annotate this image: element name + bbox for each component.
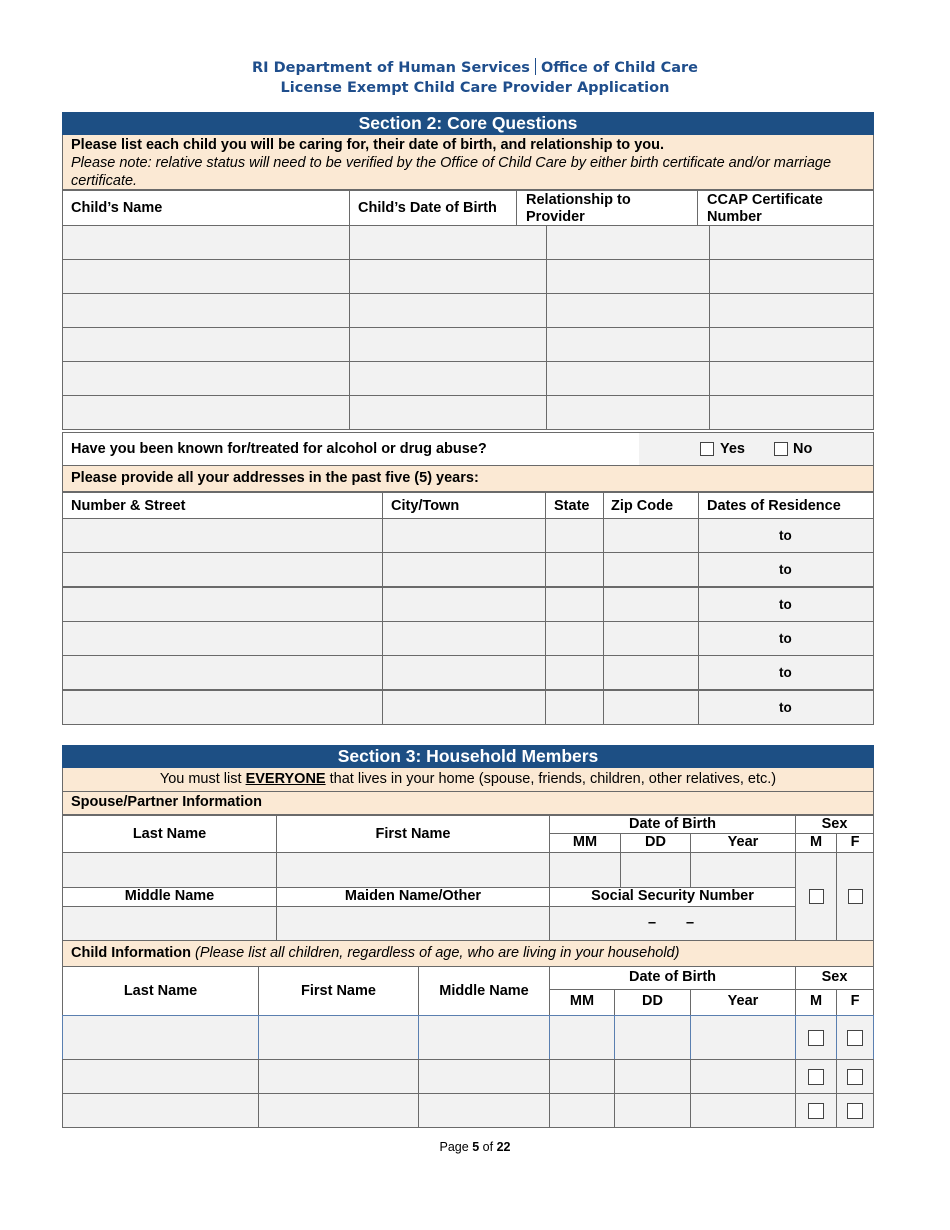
child-dob-input[interactable]	[349, 293, 547, 328]
state-input[interactable]	[545, 690, 604, 725]
spouse-col-dob	[549, 815, 796, 834]
child-dob-year-input[interactable]	[690, 1015, 796, 1060]
child-dob-year-input[interactable]	[690, 1059, 796, 1094]
col-state	[545, 492, 604, 519]
to-label: to	[779, 562, 792, 578]
child-dob-mm-input[interactable]	[549, 1059, 615, 1094]
spouse-col-middle	[62, 887, 277, 907]
page-header	[0, 58, 950, 76]
child-col-mm	[549, 989, 615, 1016]
child-name-input[interactable]	[62, 361, 350, 396]
zip-input[interactable]	[603, 587, 699, 622]
spouse-col-sex	[795, 815, 874, 834]
col-label: Dates of Residence	[707, 498, 841, 514]
spouse-dob-mm-input[interactable]	[549, 852, 621, 888]
relationship-input[interactable]	[546, 259, 710, 294]
col-label: Date of Birth	[629, 969, 716, 985]
ccap-number-input[interactable]	[709, 293, 874, 328]
to-label: to	[779, 630, 792, 646]
relationship-input[interactable]	[546, 225, 710, 260]
col-relationship	[516, 190, 698, 226]
child-col-first	[258, 966, 419, 1016]
child-dob-input[interactable]	[349, 225, 547, 260]
spouse-title: Spouse/Partner Information	[71, 794, 262, 810]
form-subtitle: License Exempt Child Care Provider Application	[280, 80, 670, 96]
child-name-input[interactable]	[62, 225, 350, 260]
col-label: Middle Name	[439, 983, 529, 999]
spouse-ssn-input[interactable]	[549, 906, 796, 941]
street-input[interactable]	[62, 518, 383, 553]
child-middle-name-input[interactable]	[418, 1093, 550, 1128]
spouse-col-m	[795, 833, 837, 853]
child-dob-dd-input[interactable]	[614, 1015, 691, 1060]
spouse-col-maiden	[276, 887, 550, 907]
col-child-dob	[349, 190, 517, 226]
spouse-col-f	[836, 833, 874, 853]
spouse-dob-year-input[interactable]	[690, 852, 796, 888]
child-info-note: (Please list all children, regardless of age, who are living in your household)	[195, 945, 680, 961]
dept-name: RI Department of Human Services	[252, 60, 530, 76]
page-word: Page	[439, 1140, 469, 1154]
child-col-m	[795, 989, 837, 1016]
col-label: DD	[645, 834, 666, 850]
state-input[interactable]	[545, 587, 604, 622]
child-dob-mm-input[interactable]	[549, 1093, 615, 1128]
col-label: Child’s Name	[71, 200, 163, 216]
residence-dates-input[interactable]	[698, 518, 874, 553]
child-sex-m-checkbox[interactable]	[808, 1069, 824, 1085]
ccap-number-input[interactable]	[709, 259, 874, 294]
zip-input[interactable]	[603, 690, 699, 725]
col-label: F	[850, 834, 860, 850]
child-middle-name-input[interactable]	[418, 1059, 550, 1094]
residence-dates-input[interactable]	[698, 587, 874, 622]
child-sex-f-checkbox[interactable]	[847, 1030, 863, 1046]
child-last-name-input[interactable]	[62, 1059, 259, 1094]
spouse-sex-m-checkbox[interactable]	[809, 889, 824, 904]
ssn-sep-1: –	[648, 915, 657, 931]
of-word: of	[482, 1140, 494, 1154]
child-dob-dd-input[interactable]	[614, 1059, 691, 1094]
col-label: Maiden Name/Other	[344, 888, 482, 904]
col-label: First Name	[375, 826, 451, 842]
col-label: F	[850, 993, 860, 1009]
no-label: No	[793, 441, 813, 457]
child-dob-mm-input[interactable]	[549, 1015, 615, 1060]
col-label: Social Security Number	[591, 888, 754, 904]
city-input[interactable]	[382, 655, 546, 690]
spouse-first-name-input[interactable]	[276, 852, 550, 888]
street-input[interactable]	[62, 587, 383, 622]
relationship-input[interactable]	[546, 327, 710, 362]
child-sex-m-checkbox[interactable]	[808, 1103, 824, 1119]
residence-dates-input[interactable]	[698, 621, 874, 656]
child-last-name-input[interactable]	[62, 1093, 259, 1128]
zip-input[interactable]	[603, 518, 699, 553]
address-instruction-bar	[62, 466, 874, 492]
children-instruction: Please list each child you will be caring for, their date of birth, and relationship to you.	[71, 137, 664, 153]
col-label: Relationship to Provider	[526, 192, 631, 225]
col-label: City/Town	[391, 498, 460, 514]
section3-title: Section 3: Household Members	[62, 745, 874, 768]
child-col-middle	[418, 966, 550, 1016]
street-input[interactable]	[62, 690, 383, 725]
child-name-input[interactable]	[62, 259, 350, 294]
spouse-maiden-name-input[interactable]	[276, 906, 550, 941]
spouse-middle-name-input[interactable]	[62, 906, 277, 941]
child-first-name-input[interactable]	[258, 1093, 419, 1128]
child-sex-m-checkbox[interactable]	[808, 1030, 824, 1046]
col-childs-name	[62, 190, 350, 226]
instr-pre: You must list	[159, 771, 246, 787]
child-dob-input[interactable]	[349, 361, 547, 396]
zip-input[interactable]	[603, 655, 699, 690]
abuse-answer-area	[639, 433, 873, 465]
child-col-last	[62, 966, 259, 1016]
child-dob-input[interactable]	[349, 395, 547, 430]
city-input[interactable]	[382, 690, 546, 725]
section2-instructions	[62, 135, 874, 190]
child-last-name-input[interactable]	[62, 1015, 259, 1060]
relationship-input[interactable]	[546, 293, 710, 328]
abuse-no-checkbox[interactable]	[774, 442, 788, 456]
col-label: Year	[727, 834, 759, 850]
city-input[interactable]	[382, 621, 546, 656]
child-first-name-input[interactable]	[258, 1059, 419, 1094]
child-col-dob	[549, 966, 796, 990]
residence-dates-input[interactable]	[698, 655, 874, 690]
address-instruction: Please provide all your addresses in the past five (5) years:	[71, 470, 479, 486]
spouse-sex-f-checkbox[interactable]	[848, 889, 863, 904]
child-dob-dd-input[interactable]	[614, 1093, 691, 1128]
spouse-col-mm	[549, 833, 621, 853]
street-input[interactable]	[62, 552, 383, 587]
spouse-dob-dd-input[interactable]	[620, 852, 691, 888]
city-input[interactable]	[382, 518, 546, 553]
col-ccap	[697, 190, 874, 226]
child-info-heading	[71, 945, 679, 961]
state-input[interactable]	[545, 518, 604, 553]
child-dob-input[interactable]	[349, 259, 547, 294]
col-label: MM	[569, 993, 595, 1009]
col-label: Last Name	[132, 826, 207, 842]
spouse-col-last	[62, 815, 277, 853]
instr-everyone: EVERYONE	[245, 771, 326, 787]
col-zip	[603, 492, 699, 519]
col-label: Child’s Date of Birth	[358, 200, 497, 216]
child-name-input[interactable]	[62, 293, 350, 328]
household-instruction	[62, 768, 874, 792]
col-city	[382, 492, 546, 519]
child-sex-f-checkbox[interactable]	[847, 1069, 863, 1085]
col-label: State	[554, 498, 590, 514]
ccap-number-input[interactable]	[709, 327, 874, 362]
child-info-bar	[62, 940, 874, 967]
street-input[interactable]	[62, 655, 383, 690]
spouse-col-ssn	[549, 887, 796, 907]
child-info-title: Child Information	[71, 945, 192, 961]
spouse-col-dd	[620, 833, 691, 853]
col-label: CCAP Certificate Number	[707, 192, 823, 225]
child-col-f	[836, 989, 874, 1016]
ssn-sep-2: –	[686, 915, 695, 931]
col-label: Zip Code	[611, 498, 674, 514]
page-number: 5	[472, 1140, 480, 1154]
city-input[interactable]	[382, 587, 546, 622]
to-label: to	[779, 699, 792, 715]
zip-input[interactable]	[603, 552, 699, 587]
spouse-col-year	[690, 833, 796, 853]
child-col-sex	[795, 966, 874, 990]
relative-status-note: Please note: relative status will need to be verified by the Office of Child Care by either birth certificate and/or marriage certificate.	[71, 155, 832, 189]
col-label: Number & Street	[71, 498, 186, 514]
child-col-dd	[614, 989, 691, 1016]
col-label: DD	[642, 993, 663, 1009]
col-label: Middle Name	[124, 888, 215, 904]
col-label: M	[809, 993, 823, 1009]
page-footer	[0, 1140, 950, 1154]
to-label: to	[779, 596, 792, 612]
child-sex-f-checkbox[interactable]	[847, 1103, 863, 1119]
col-label: Year	[727, 993, 759, 1009]
to-label: to	[779, 665, 792, 681]
col-label: First Name	[301, 983, 376, 999]
abuse-question: Have you been known for/treated for alcohol or drug abuse?	[71, 441, 487, 457]
child-dob-input[interactable]	[349, 327, 547, 362]
col-label: MM	[572, 834, 598, 850]
child-name-input[interactable]	[62, 327, 350, 362]
section2-title: Section 2: Core Questions	[62, 112, 874, 135]
yes-label: Yes	[720, 441, 745, 457]
col-dates-residence	[698, 492, 874, 519]
child-name-input[interactable]	[62, 395, 350, 430]
street-input[interactable]	[62, 621, 383, 656]
abuse-yes-checkbox[interactable]	[700, 442, 714, 456]
relationship-input[interactable]	[546, 395, 710, 430]
col-label: Date of Birth	[629, 816, 716, 832]
child-col-year	[690, 989, 796, 1016]
city-input[interactable]	[382, 552, 546, 587]
to-label: to	[779, 528, 792, 543]
page-total: 22	[496, 1140, 511, 1154]
instr-post: that lives in your home (spouse, friends, children, other relatives, etc.)	[325, 771, 777, 787]
child-middle-name-input[interactable]	[418, 1015, 550, 1060]
ccap-number-input[interactable]	[709, 361, 874, 396]
residence-dates-input[interactable]	[698, 552, 874, 587]
spouse-last-name-input[interactable]	[62, 852, 277, 888]
state-input[interactable]	[545, 552, 604, 587]
col-label: Last Name	[123, 983, 198, 999]
state-input[interactable]	[545, 621, 604, 656]
header-divider	[535, 58, 536, 75]
col-label: M	[809, 834, 823, 850]
ccap-number-input[interactable]	[709, 395, 874, 430]
spouse-col-first	[276, 815, 550, 853]
residence-dates-input[interactable]	[698, 690, 874, 725]
zip-input[interactable]	[603, 621, 699, 656]
child-dob-year-input[interactable]	[690, 1093, 796, 1128]
state-input[interactable]	[545, 655, 604, 690]
relationship-input[interactable]	[546, 361, 710, 396]
col-number-street	[62, 492, 383, 519]
spouse-info-bar	[62, 792, 874, 815]
office-name: Office of Child Care	[540, 60, 698, 76]
child-first-name-input[interactable]	[258, 1015, 419, 1060]
col-label: Sex	[821, 816, 848, 832]
col-label: Sex	[821, 969, 848, 985]
ccap-number-input[interactable]	[709, 225, 874, 260]
